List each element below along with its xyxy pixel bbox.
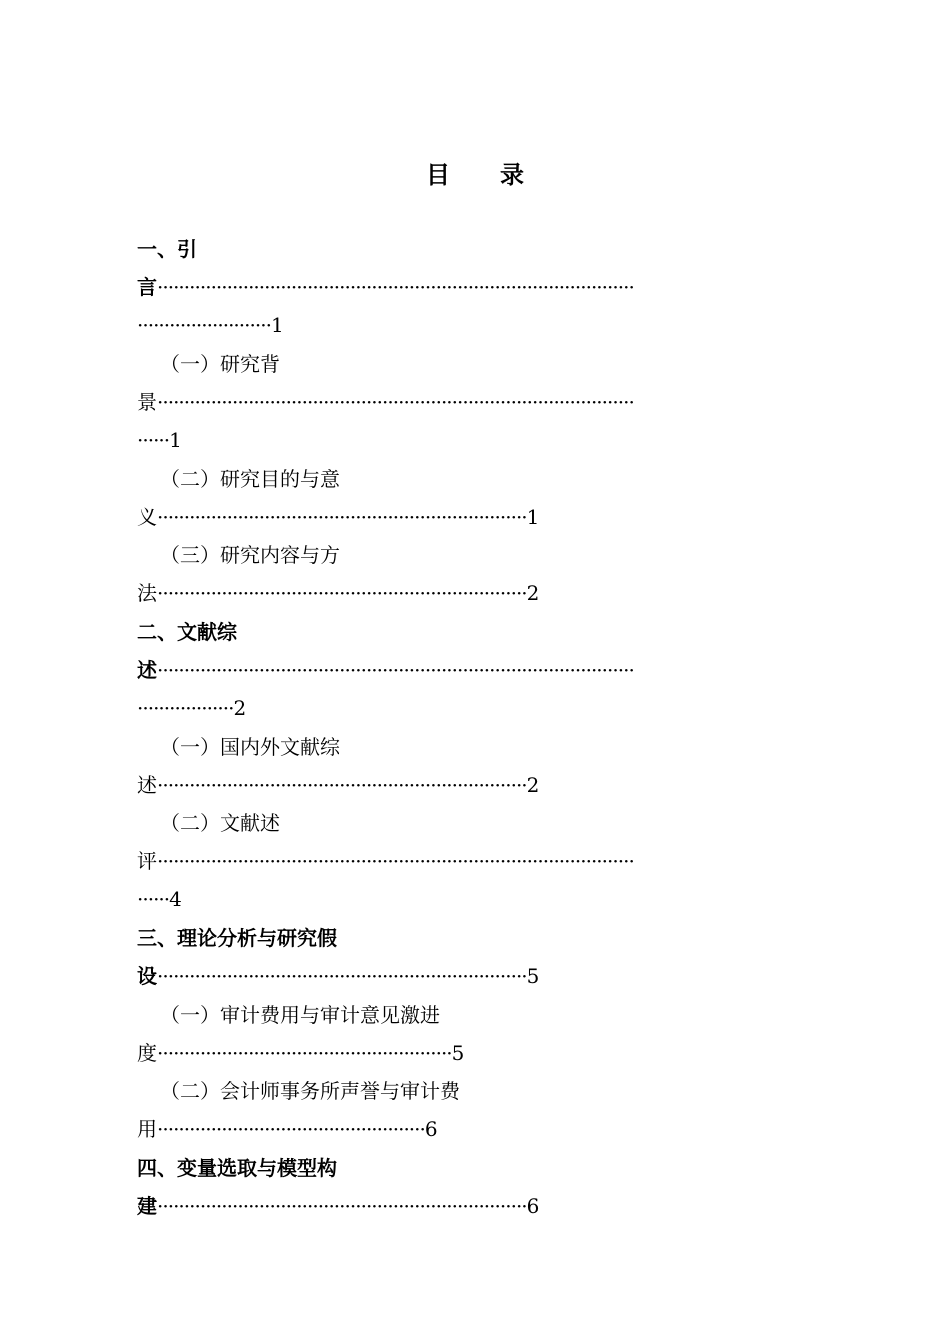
toc-text: （一）研究背 bbox=[160, 352, 280, 376]
toc-section-1-2[interactable] bbox=[160, 460, 340, 498]
toc-section-1-1[interactable] bbox=[160, 345, 280, 383]
toc-page-number: 1 bbox=[526, 505, 540, 529]
toc-chapter-1-page-line[interactable] bbox=[137, 306, 284, 344]
toc-leader-dots: ····································································· bbox=[157, 505, 527, 529]
toc-leader-dots: ·················· bbox=[137, 696, 234, 720]
toc-section-3-2[interactable] bbox=[160, 1072, 460, 1110]
toc-page-number: 6 bbox=[526, 1194, 540, 1218]
toc-section-2-1-continuation[interactable] bbox=[137, 766, 539, 804]
toc-text: （二）研究目的与意 bbox=[160, 467, 340, 491]
toc-text: （一）审计费用与审计意见激进 bbox=[160, 1003, 440, 1027]
toc-text: 评 bbox=[137, 849, 157, 873]
toc-section-2-2[interactable] bbox=[160, 804, 280, 842]
toc-text: 四、变量选取与模型构 bbox=[137, 1156, 337, 1180]
toc-text: 建 bbox=[137, 1194, 157, 1218]
toc-text: 法 bbox=[137, 581, 157, 605]
toc-leader-dots: ·················································· bbox=[157, 1117, 425, 1141]
toc-title-right: 录 bbox=[500, 160, 524, 189]
toc-text: 言 bbox=[137, 275, 157, 299]
toc-section-2-2-page-line[interactable] bbox=[137, 880, 182, 918]
toc-page-number: 2 bbox=[526, 773, 540, 797]
toc-text: 二、文献综 bbox=[137, 620, 237, 644]
toc-leader-dots: ························································································· bbox=[157, 849, 634, 873]
toc-section-2-2-continuation[interactable] bbox=[137, 842, 634, 880]
toc-text: 述 bbox=[137, 773, 157, 797]
toc-leader-dots: ······ bbox=[137, 428, 170, 452]
toc-text: 述 bbox=[137, 658, 157, 682]
toc-leader-dots: ····································································· bbox=[157, 964, 527, 988]
toc-text: 景 bbox=[137, 390, 157, 414]
toc-leader-dots: ························································································· bbox=[157, 390, 634, 414]
toc-chapter-4-heading[interactable] bbox=[137, 1149, 337, 1187]
toc-page-number: 6 bbox=[424, 1117, 438, 1141]
toc-section-2-1[interactable] bbox=[160, 728, 340, 766]
toc-leader-dots: ························· bbox=[137, 313, 271, 337]
toc-leader-dots: ······ bbox=[137, 887, 170, 911]
toc-section-1-1-continuation[interactable] bbox=[137, 383, 634, 421]
toc-text: 三、理论分析与研究假 bbox=[137, 926, 337, 950]
toc-leader-dots: ····································································· bbox=[157, 581, 527, 605]
toc-text: 用 bbox=[137, 1117, 157, 1141]
toc-chapter-3-continuation[interactable] bbox=[137, 957, 539, 995]
toc-chapter-1-continuation[interactable] bbox=[137, 268, 634, 306]
toc-page-number: 5 bbox=[526, 964, 540, 988]
toc-leader-dots: ························································································· bbox=[157, 275, 634, 299]
toc-page-number: 5 bbox=[451, 1041, 465, 1065]
toc-text: （一）国内外文献综 bbox=[160, 735, 340, 759]
toc-page-number: 1 bbox=[169, 428, 182, 452]
toc-chapter-4-continuation[interactable] bbox=[137, 1187, 539, 1225]
toc-section-3-1-continuation[interactable] bbox=[137, 1034, 464, 1072]
toc-page-number: 2 bbox=[526, 581, 540, 605]
toc-text: （三）研究内容与方 bbox=[160, 543, 340, 567]
toc-chapter-1-heading[interactable] bbox=[137, 230, 197, 268]
toc-text: 一、引 bbox=[137, 237, 197, 261]
toc-text: （二）会计师事务所声誉与审计费 bbox=[160, 1079, 460, 1103]
toc-text: 度 bbox=[137, 1041, 157, 1065]
toc-section-3-2-continuation[interactable] bbox=[137, 1110, 438, 1148]
toc-leader-dots: ························································································· bbox=[157, 658, 634, 682]
toc-section-1-1-page-line[interactable] bbox=[137, 421, 182, 459]
toc-page-number: 1 bbox=[270, 313, 284, 337]
toc-text: 义 bbox=[137, 505, 157, 529]
toc-section-1-3-continuation[interactable] bbox=[137, 574, 539, 612]
toc-page-number: 4 bbox=[169, 887, 182, 911]
toc-section-1-3[interactable] bbox=[160, 536, 340, 574]
toc-title-left: 目 bbox=[426, 160, 450, 189]
toc-leader-dots: ····································································· bbox=[157, 773, 527, 797]
toc-section-3-1[interactable] bbox=[160, 996, 440, 1034]
toc-chapter-2-continuation[interactable] bbox=[137, 651, 634, 689]
toc-page-number: 2 bbox=[233, 696, 247, 720]
toc-title bbox=[0, 155, 950, 190]
toc-chapter-2-page-line[interactable] bbox=[137, 689, 246, 727]
toc-leader-dots: ······················································· bbox=[157, 1041, 452, 1065]
toc-chapter-2-heading[interactable] bbox=[137, 613, 237, 651]
toc-chapter-3-heading[interactable] bbox=[137, 919, 337, 957]
toc-leader-dots: ····································································· bbox=[157, 1194, 527, 1218]
toc-text: 设 bbox=[137, 964, 157, 988]
toc-section-1-2-continuation[interactable] bbox=[137, 498, 539, 536]
toc-text: （二）文献述 bbox=[160, 811, 280, 835]
